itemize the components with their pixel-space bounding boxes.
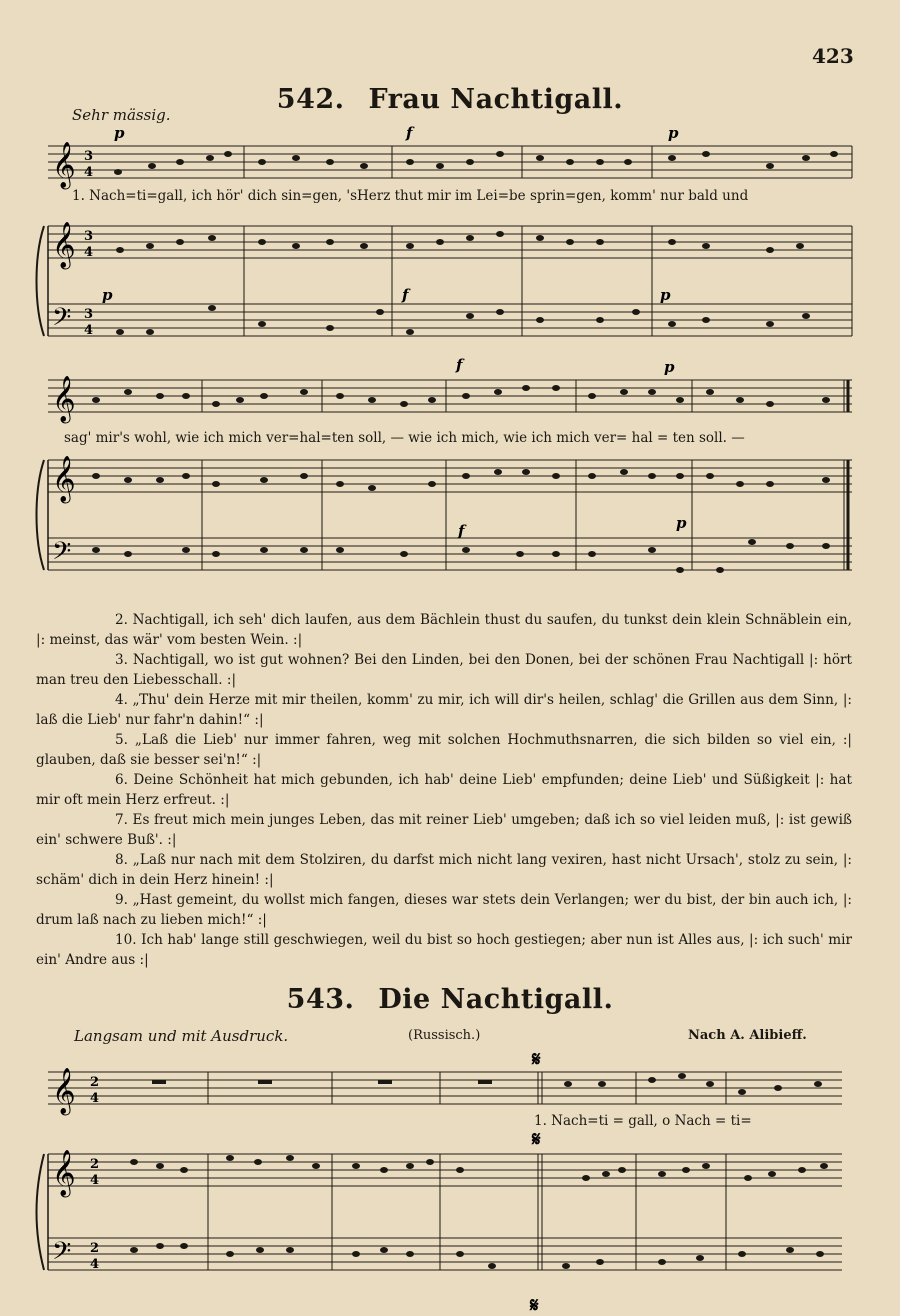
song-543-title	[0, 984, 900, 1015]
svg-text:p: p	[114, 124, 125, 142]
svg-text:4: 4	[84, 165, 94, 180]
piano-bass-staff	[48, 303, 852, 338]
svg-text:p: p	[668, 124, 679, 142]
svg-text:𝄞: 𝄞	[52, 456, 76, 502]
svg-text:2: 2	[90, 1157, 100, 1172]
svg-text:4: 4	[84, 245, 94, 260]
piano-bass-staff-2	[48, 537, 852, 572]
verse-4: 4. „Thu' dein Herze mit mir theilen, komm' zu mir, ich will dir's heilen, schlag' die Grillen aus dem Sinn, |: laß die Lieb' nur fahr'n dahin!“ :|	[36, 692, 852, 728]
verse-8: 8. „Laß nur nach mit dem Stolziren, du darfst mich nicht lang vexiren, hast nicht Ursach', stolz zu sein, |: schäm' dich in dein Herz hinein! :|	[36, 852, 852, 888]
song-543-number: 543.	[286, 984, 355, 1015]
page-number: 423	[812, 44, 854, 68]
piano-treble-staff-2	[48, 456, 852, 504]
svg-text:3: 3	[84, 307, 94, 322]
svg-text:𝄢: 𝄢	[52, 537, 72, 572]
svg-text:3: 3	[84, 229, 94, 244]
song-543-system-1	[0, 1042, 900, 1316]
song-543-arranger: Nach A. Alibieff.	[688, 1028, 807, 1043]
svg-text:4: 4	[90, 1173, 100, 1188]
song-543-title-text: Die Nachtigall.	[378, 984, 614, 1015]
song-543-lyrics-line-1: 1. Nach=ti = gall, o Nach = ti=	[534, 1113, 752, 1129]
song-543-tempo: Langsam und mit Ausdruck.	[74, 1027, 289, 1045]
voice-staff-543	[48, 1068, 842, 1116]
verse-5: 5. „Laß die Lieb' nur immer fahren, weg mit solchen Hochmuthsnarren, die sich bilden so viel ein, :| glauben, daß sie besser sei'n!“ :|	[36, 732, 852, 768]
svg-text:𝄞: 𝄞	[52, 1150, 76, 1196]
song-542-system-1	[0, 126, 900, 376]
svg-text:𝄋: 𝄋	[532, 1047, 541, 1071]
voice-staff	[48, 142, 852, 190]
svg-text:𝄞: 𝄞	[52, 1068, 76, 1114]
svg-text:2: 2	[90, 1241, 100, 1256]
verse-3: 3. Nachtigall, wo ist gut wohnen? Bei den Linden, bei den Donen, bei der schönen Frau Nachtigall |: hört man treu den Liebesschall. :|	[36, 652, 852, 688]
svg-text:p: p	[664, 358, 675, 376]
svg-text:f: f	[458, 522, 465, 540]
svg-text:f: f	[402, 286, 409, 304]
song-543-subtitle: (Russisch.)	[408, 1028, 481, 1043]
svg-text:𝄋: 𝄋	[530, 1293, 539, 1316]
verse-2: 2. Nachtigall, ich seh' dich laufen, aus dem Bächlein thust du saufen, du tunkst dein klein Schnäblein ein, |: meinst, das wär' vom besten Wein. :|	[36, 612, 852, 648]
svg-text:p: p	[676, 514, 687, 532]
svg-text:4: 4	[90, 1257, 100, 1272]
svg-text:𝄢: 𝄢	[52, 1237, 72, 1272]
song-542-tempo: Sehr mässig.	[72, 106, 171, 124]
svg-text:f: f	[456, 356, 463, 374]
piano-bass-staff-543	[48, 1237, 842, 1272]
svg-text:p: p	[660, 286, 671, 304]
svg-text:f: f	[406, 124, 413, 142]
svg-text:𝄞: 𝄞	[52, 142, 76, 188]
svg-text:𝄢: 𝄢	[52, 303, 72, 338]
voice-staff-2	[48, 376, 852, 424]
piano-treble-staff-543	[48, 1150, 842, 1198]
svg-text:p: p	[102, 286, 113, 304]
song-542-lyrics-line-1: 1. Nach=ti=gall, ich hör' dich sin=gen, 'sHerz thut mir im Lei=be sprin=gen, komm' nur bald und	[72, 188, 749, 204]
song-542-title-text: Frau Nachtigall.	[368, 84, 624, 115]
verse-6: 6. Deine Schönheit hat mich gebunden, ich hab' deine Lieb' empfunden; deine Lieb' und Süßigkeit |: hat mir oft mein Herz erfreut. :|	[36, 772, 852, 808]
svg-text:𝄞: 𝄞	[52, 376, 76, 422]
verse-10: 10. Ich hab' lange still geschwiegen, weil du bist so hoch gestiegen; aber nun ist Alles aus, |: ich such' mir ein' Andre aus :|	[36, 932, 852, 968]
svg-text:𝄋: 𝄋	[532, 1127, 541, 1151]
song-542-verses	[36, 610, 852, 970]
verse-7: 7. Es freut mich mein junges Leben, das mit reiner Lieb' umgeben; daß ich so viel leiden muß, |: ist gewiß ein' schwere Buß'. :|	[36, 812, 852, 848]
song-542-lyrics-line-2: sag' mir's wohl, wie ich mich ver=hal=ten soll, — wie ich mich, wie ich mich ver= hal = ten soll. —	[64, 430, 745, 446]
svg-text:3: 3	[84, 149, 94, 164]
verse-9: 9. „Hast gemeint, du wollst mich fangen, dieses war stets dein Verlangen; wer du bist, der bin auch ich, |: drum laß nach zu lieben mich!“ :|	[36, 892, 852, 928]
svg-text:𝄞: 𝄞	[52, 222, 76, 268]
song-542-number: 542.	[276, 84, 345, 115]
piano-treble-staff	[48, 222, 852, 270]
song-542-system-2	[0, 356, 900, 610]
svg-text:4: 4	[90, 1091, 100, 1106]
svg-text:2: 2	[90, 1075, 100, 1090]
svg-text:4: 4	[84, 323, 94, 338]
